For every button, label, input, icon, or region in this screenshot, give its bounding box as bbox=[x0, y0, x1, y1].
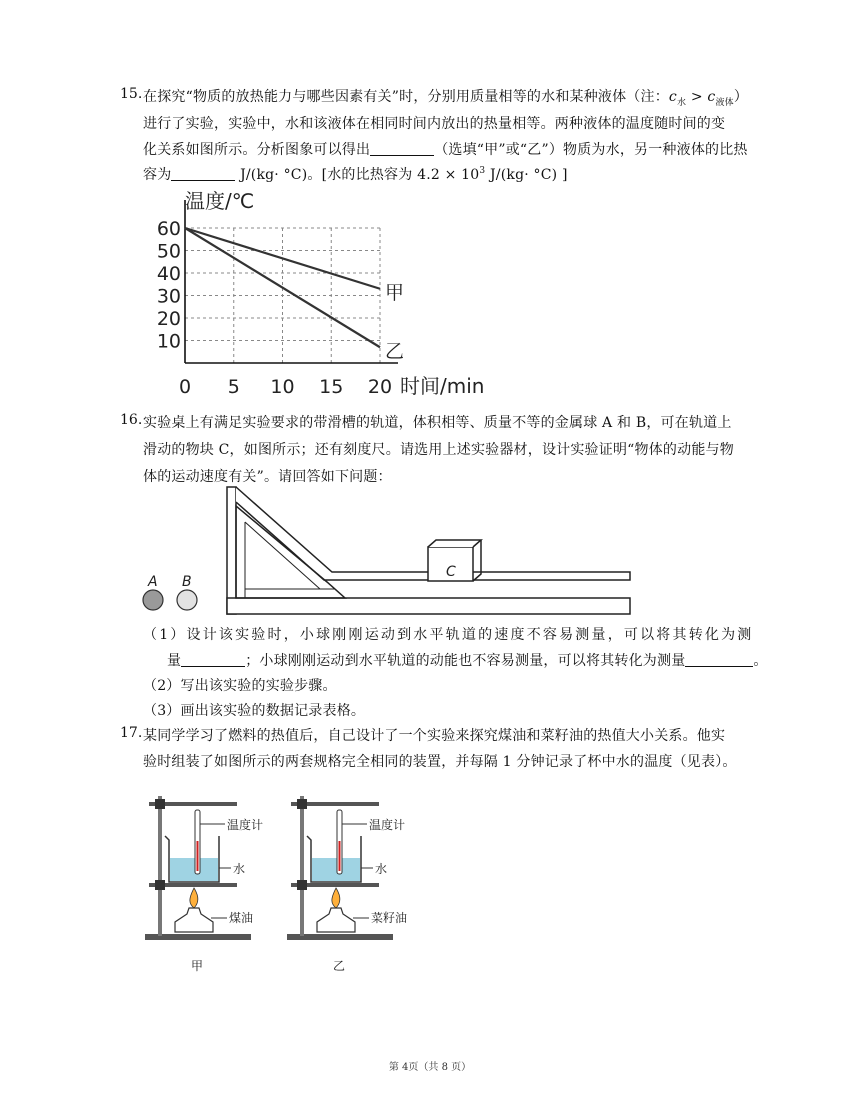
ball-a bbox=[143, 590, 163, 610]
series-label: 甲 bbox=[385, 281, 405, 304]
ball-b bbox=[177, 590, 197, 610]
answer-blank[interactable] bbox=[171, 167, 235, 181]
q15-line-3: 化关系如图所示。分析图象可以得出 （选填“甲”或“乙”）物质为水，另一种液体的比热 bbox=[143, 142, 748, 158]
q16-line-2: 滑动的物块 C，如图所示；还有刻度尺。请选用上述实验器材，设计实验证明“物体的动能与物 bbox=[143, 442, 734, 458]
x-tick-label: 0 bbox=[178, 376, 192, 398]
question-17-number: 17. bbox=[120, 725, 143, 741]
chart-grid bbox=[185, 228, 380, 363]
q15-line-1: 在探究“物质的放热能力与哪些因素有关”时，分别用质量相等的水和某种液体（注：$c_水 > c_{液体}$） bbox=[143, 89, 749, 108]
block-c-label: C bbox=[446, 564, 456, 580]
answer-blank[interactable] bbox=[181, 653, 245, 667]
label-water: 水 bbox=[233, 862, 246, 876]
answer-blank[interactable] bbox=[685, 653, 753, 667]
label-yi: 乙 bbox=[333, 959, 346, 973]
water bbox=[312, 858, 360, 881]
y-tick-label: 10 bbox=[156, 330, 181, 353]
series-line bbox=[185, 228, 380, 289]
q17-line-1: 某同学学习了燃料的热值后，自己设计了一个实验来探究煤油和菜籽油的热值大小关系。他实 bbox=[143, 728, 726, 744]
track-post bbox=[227, 487, 236, 614]
chart-y-axis-label: 温度/℃ bbox=[185, 189, 255, 213]
clamp-ring bbox=[155, 880, 165, 890]
lamp bbox=[175, 908, 213, 932]
y-tick-label: 60 bbox=[156, 218, 181, 240]
answer-blank[interactable] bbox=[370, 142, 434, 156]
series-line bbox=[185, 228, 380, 347]
label-fuel-yi: 菜籽油 bbox=[371, 911, 408, 925]
apparatus-yi bbox=[285, 786, 425, 976]
water bbox=[170, 858, 218, 881]
x-tick-label: 5 bbox=[227, 376, 240, 398]
q16-line-3: 体的运动速度有关”。请回答如下问题： bbox=[143, 469, 392, 485]
question-15-number: 15. bbox=[120, 86, 143, 102]
question-16-number: 16. bbox=[120, 412, 143, 428]
label-water: 水 bbox=[375, 862, 388, 876]
thermometer-liquid bbox=[197, 841, 199, 871]
y-tick-label: 20 bbox=[156, 308, 181, 330]
q17-line-2: 验时组装了如图所示的两套规格完全相同的装置，并每隔 1 分钟记录了杯中水的温度（见表）。 bbox=[143, 754, 737, 770]
clamp-ring bbox=[297, 880, 307, 890]
label-thermometer: 温度计 bbox=[369, 818, 406, 832]
clamp-top bbox=[155, 799, 165, 809]
track-support bbox=[236, 506, 345, 598]
flame bbox=[190, 888, 198, 908]
x-tick-label: 20 bbox=[367, 376, 393, 398]
q16-sub-3: （3）画出该实验的数据记录表格。 bbox=[143, 703, 366, 719]
ball-a-label: A bbox=[148, 574, 158, 590]
chart-x-axis-label: 时间/min bbox=[400, 374, 485, 398]
q16-sub-1a: （1）设计该实验时，小球刚刚运动到水平轨道的速度不容易测量，可以将其转化为测 bbox=[143, 627, 754, 643]
chart-ticks bbox=[157, 218, 392, 398]
label-thermometer: 温度计 bbox=[227, 818, 264, 832]
track-diagram bbox=[140, 482, 640, 617]
track-base bbox=[227, 598, 630, 614]
block-c-top bbox=[428, 540, 481, 547]
y-tick-label: 30 bbox=[156, 285, 181, 308]
ball-b-label: B bbox=[182, 574, 192, 590]
q16-sub-1b: 量 ；小球刚刚运动到水平轨道的动能也不容易测量，可以将其转化为测量 。 bbox=[167, 653, 768, 669]
flame bbox=[332, 888, 340, 908]
temperature-time-chart bbox=[150, 188, 510, 398]
stand-rod bbox=[300, 796, 304, 936]
label-fuel-jia: 煤油 bbox=[229, 911, 254, 925]
lamp bbox=[317, 908, 355, 932]
stand-rod bbox=[158, 796, 162, 936]
x-tick-label: 10 bbox=[270, 376, 295, 398]
page-footer: 第 4页（共 8 页） bbox=[388, 1062, 472, 1073]
clamp-top bbox=[297, 799, 307, 809]
q16-line-1: 实验桌上有满足实验要求的带滑槽的轨道，体积相等、质量不等的金属球 A 和 B，可在轨道上 bbox=[143, 415, 732, 431]
x-tick-label: 15 bbox=[319, 376, 344, 398]
q15-line-4: 容为 J/(kg· °C)。[水的比热容为 $4.2 \times 10^3$ J/(kg· °C) ] bbox=[143, 166, 568, 183]
series-label: 乙 bbox=[385, 340, 405, 363]
thermometer-liquid bbox=[339, 841, 341, 871]
y-tick-label: 50 bbox=[156, 240, 181, 263]
y-tick-label: 40 bbox=[156, 263, 181, 285]
label-jia: 甲 bbox=[191, 959, 204, 973]
q16-sub-2: （2）写出该实验的实验步骤。 bbox=[143, 678, 337, 694]
apparatus-jia bbox=[143, 786, 283, 976]
q15-line-2: 进行了实验，实验中，水和该液体在相同时间内放出的热量相等。两种液体的温度随时间的变 bbox=[143, 116, 726, 132]
